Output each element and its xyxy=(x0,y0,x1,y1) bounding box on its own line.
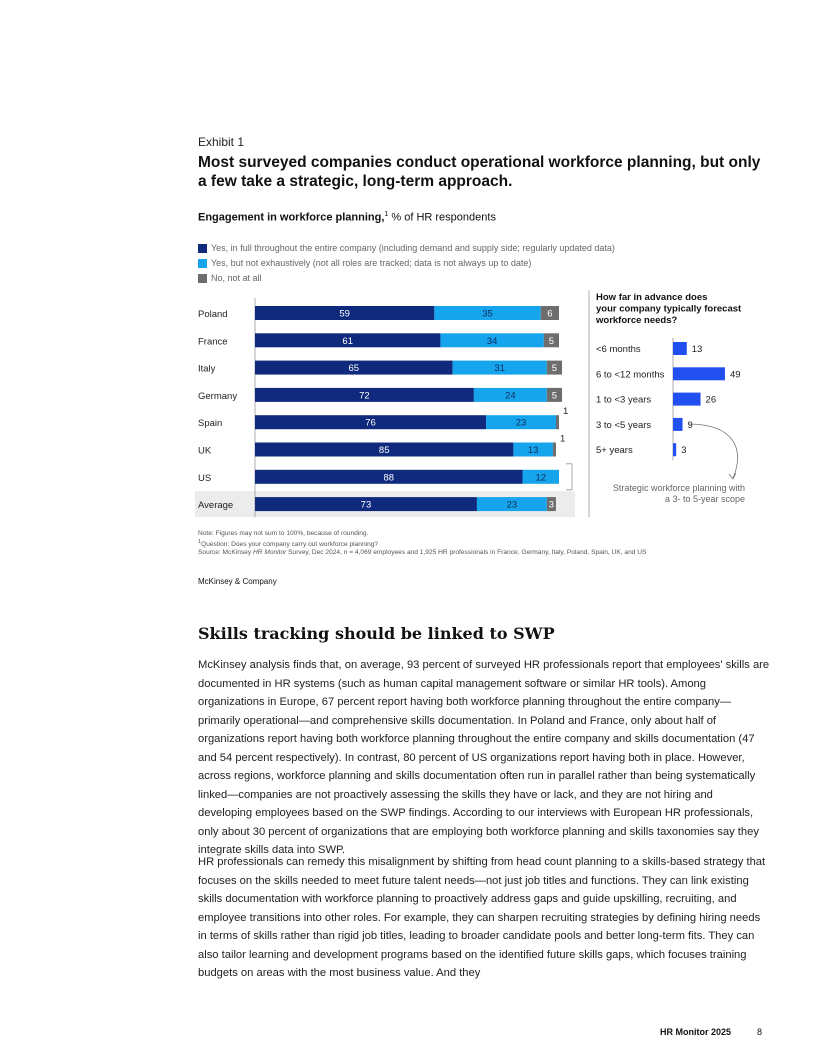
subtitle-footnote-mark: 1 xyxy=(384,211,389,218)
forecast-category-label: 1 to <3 years xyxy=(596,394,652,406)
forecast-value-label: 26 xyxy=(705,394,717,406)
page-number: 8 xyxy=(757,1027,763,1037)
chart-notes xyxy=(198,530,646,557)
forecast-category-label: <6 months xyxy=(596,344,641,355)
category-label: US xyxy=(198,472,212,484)
bar-value-label: 12 xyxy=(535,472,547,484)
bar-value-label: 31 xyxy=(494,363,506,375)
forecast-bar xyxy=(673,443,676,456)
us-bracket xyxy=(566,464,572,490)
exhibit-title: Most surveyed companies conduct operational workforce planning, but only a few take a strategic, long-term approach. xyxy=(198,154,761,190)
subtitle-unit: % of HR respondents xyxy=(388,211,496,224)
category-label: Italy xyxy=(198,363,216,375)
forecast-value-label: 49 xyxy=(729,369,741,381)
bar-value-label: 23 xyxy=(506,499,518,511)
body-paragraph-2: HR professionals can remedy this misalignment by shifting from head count planning to a skills-based strategy that focuses on the skills needed to meet future talent needs—not just job titles and functions. They can link existing skills documentation with workforce planning to proactively address gaps and guide upskilling, recruiting, and employee transitions into other roles. For example, they can sharpen recruiting strategies by defining hiring needs in terms of skills rather than rigid job titles, leading to broader candidate pools and better long-term fits. They can also tailor learning and development programs based on the identified future skills gaps, which focuses training budgets on areas with the most business value. And they xyxy=(198,856,766,979)
source-italic: HR Monitor xyxy=(252,549,287,557)
category-label: Spain xyxy=(198,418,223,430)
bar-value-label: 34 xyxy=(486,335,498,347)
bar-value-label: 85 xyxy=(378,445,390,456)
note-line: Note: Figures may not sum to 100%, because of rounding. xyxy=(198,530,369,537)
footer-label: HR Monitor 2025 xyxy=(660,1027,732,1037)
bar-value-label: 59 xyxy=(339,308,350,320)
category-label: Average xyxy=(198,500,234,512)
forecast-bar xyxy=(673,418,683,431)
bar-value-label: 3 xyxy=(548,499,555,511)
legend-label-partial: Yes, but not exhaustively (not all roles are tracked; data is not always up to date) xyxy=(211,258,532,268)
bar-segment-none xyxy=(556,415,559,429)
bar-value-label: 13 xyxy=(527,445,539,456)
legend-label-full: Yes, in full throughout the entire company (including demand and supply side; regularly updated data) xyxy=(211,243,615,253)
question-text: Question: Does your company carry out workforce planning? xyxy=(201,541,379,549)
forecast-category-label: 5+ years xyxy=(596,445,633,457)
section-heading: Skills tracking should be linked to SWP xyxy=(198,624,555,643)
forecast-value-label: 3 xyxy=(681,445,687,457)
category-label: Germany xyxy=(198,390,238,402)
bar-segment-none xyxy=(553,443,556,457)
bar-value-label: 1 xyxy=(559,433,566,445)
bar-value-label: 65 xyxy=(348,363,360,375)
bar-value-label: 5 xyxy=(548,335,555,347)
source-line xyxy=(198,549,646,557)
bar-value-label: 24 xyxy=(505,390,516,402)
legend-label-none: No, not at all xyxy=(211,273,262,283)
source-prefix: Source: McKinsey xyxy=(198,549,253,557)
body-paragraph-1: McKinsey analysis finds that, on average, 93 percent of surveyed HR professionals report that employees' skills are documented in HR systems (such as human capital management software or similar HR tools). Among organizations in Europe, 67 percent report having both workforce planning throughout the entire company—primarily operational—and comprehensive skills documentation. In Poland and France, only about half of organizations report having both workforce planning throughout the entire company and skills documentation (47 and 54 percent respectively). In contrast, 80 percent of US organizations report having both in place. However, across regions, workforce planning and skills documentation often run in parallel rather than being systematically linked—companies are not proactively assessing the skills they have or lack, and they are not hiring and developing employees based on the SWP findings. According to our interviews with European HR professionals, only about 30 percent of organizations that are employing both workforce planning and skills taxonomies say they integrate skills data into SWP. xyxy=(198,659,770,856)
forecast-value-label: 13 xyxy=(691,344,703,355)
annotation-connector xyxy=(688,424,738,478)
category-label: UK xyxy=(198,445,212,457)
bar-value-label: 23 xyxy=(515,417,527,429)
exhibit-label: Exhibit 1 xyxy=(198,135,245,149)
category-label: France xyxy=(198,336,228,348)
forecast-value-label: 9 xyxy=(687,419,693,431)
bar-value-label: 76 xyxy=(365,417,376,429)
question-footnote-mark: 1 xyxy=(198,539,202,545)
bar-value-label: 1 xyxy=(563,406,569,418)
annotation-text-line: a 3- to 5-year scope xyxy=(664,494,745,504)
bar-value-label: 88 xyxy=(383,472,395,484)
brand-credit: McKinsey & Company xyxy=(198,577,277,586)
forecast-title-line: How far in advance does xyxy=(596,292,708,303)
category-label: Poland xyxy=(198,309,228,320)
forecast-title-line: workforce needs? xyxy=(596,315,678,326)
bar-value-label: 6 xyxy=(547,308,553,320)
forecast-title-line: your company typically forecast xyxy=(596,303,742,315)
forecast-bar xyxy=(673,342,687,355)
bar-value-label: 61 xyxy=(342,335,354,347)
bar-value-label: 5 xyxy=(551,363,558,375)
annotation-text-line: Strategic workforce planning with xyxy=(612,483,745,493)
bar-value-label: 5 xyxy=(551,390,558,402)
forecast-bar xyxy=(673,393,701,406)
bar-value-label: 73 xyxy=(360,499,372,511)
forecast-category-label: 3 to <5 years xyxy=(596,419,652,431)
subtitle-bold: Engagement in workforce planning, xyxy=(198,211,385,224)
source-rest: Survey, Dec 2024, n = 4,069 employees and 1,925 HR professionals in France, Germany, Italy, Poland, Spain, UK, and US xyxy=(286,549,647,557)
forecast-bar xyxy=(673,367,725,380)
forecast-category-label: 6 to <12 months xyxy=(596,369,665,381)
bar-value-label: 72 xyxy=(359,390,370,402)
bar-value-label: 35 xyxy=(482,308,493,320)
question-line xyxy=(198,538,646,549)
